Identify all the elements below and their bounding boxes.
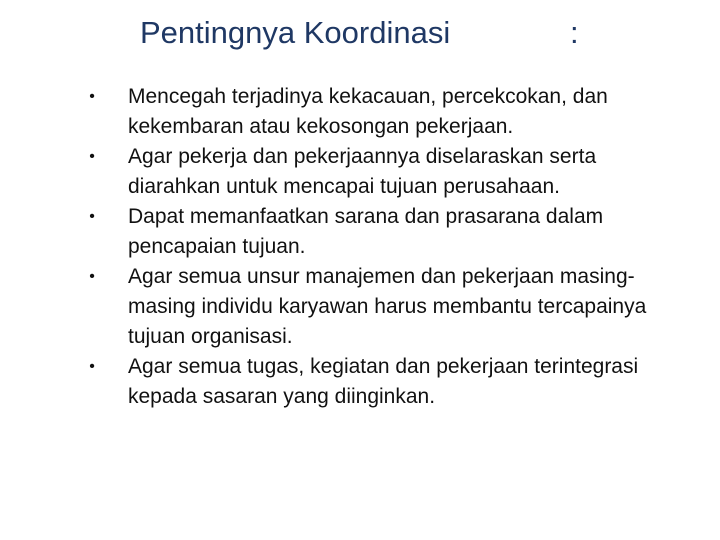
bullet-item [0, 202, 720, 262]
slide-title-text: Pentingnya Koordinasi [140, 15, 451, 50]
bullet-text: Agar pekerja dan pekerjaannya diselaraskan serta diarahkan untuk mencapai tujuan perusahaan. [128, 145, 597, 198]
bullet-item [0, 142, 720, 202]
bullet-icon: • [89, 148, 95, 165]
slide-title-colon: : [570, 15, 579, 50]
bullet-text: Agar semua unsur manajemen dan pekerjaan masing-masing individu karyawan harus membantu tercapainya tujuan organisasi. [128, 265, 647, 348]
bullet-icon: • [89, 268, 95, 285]
bullet-icon: • [89, 88, 95, 105]
bullet-text: Dapat memanfaatkan sarana dan prasarana dalam pencapaian tujuan. [128, 205, 604, 258]
slide-title [0, 8, 720, 58]
bullet-item [0, 82, 720, 142]
bullet-icon: • [89, 358, 95, 375]
bullet-icon: • [89, 208, 95, 225]
bullet-text: Mencegah terjadinya kekacauan, percekcokan, dan kekembaran atau kekosongan pekerjaan. [128, 85, 608, 138]
bullet-item [0, 262, 720, 352]
bullet-list [0, 82, 720, 412]
bullet-item [0, 352, 720, 412]
bullet-text: Agar semua tugas, kegiatan dan pekerjaan terintegrasi kepada sasaran yang diinginkan. [128, 355, 639, 408]
